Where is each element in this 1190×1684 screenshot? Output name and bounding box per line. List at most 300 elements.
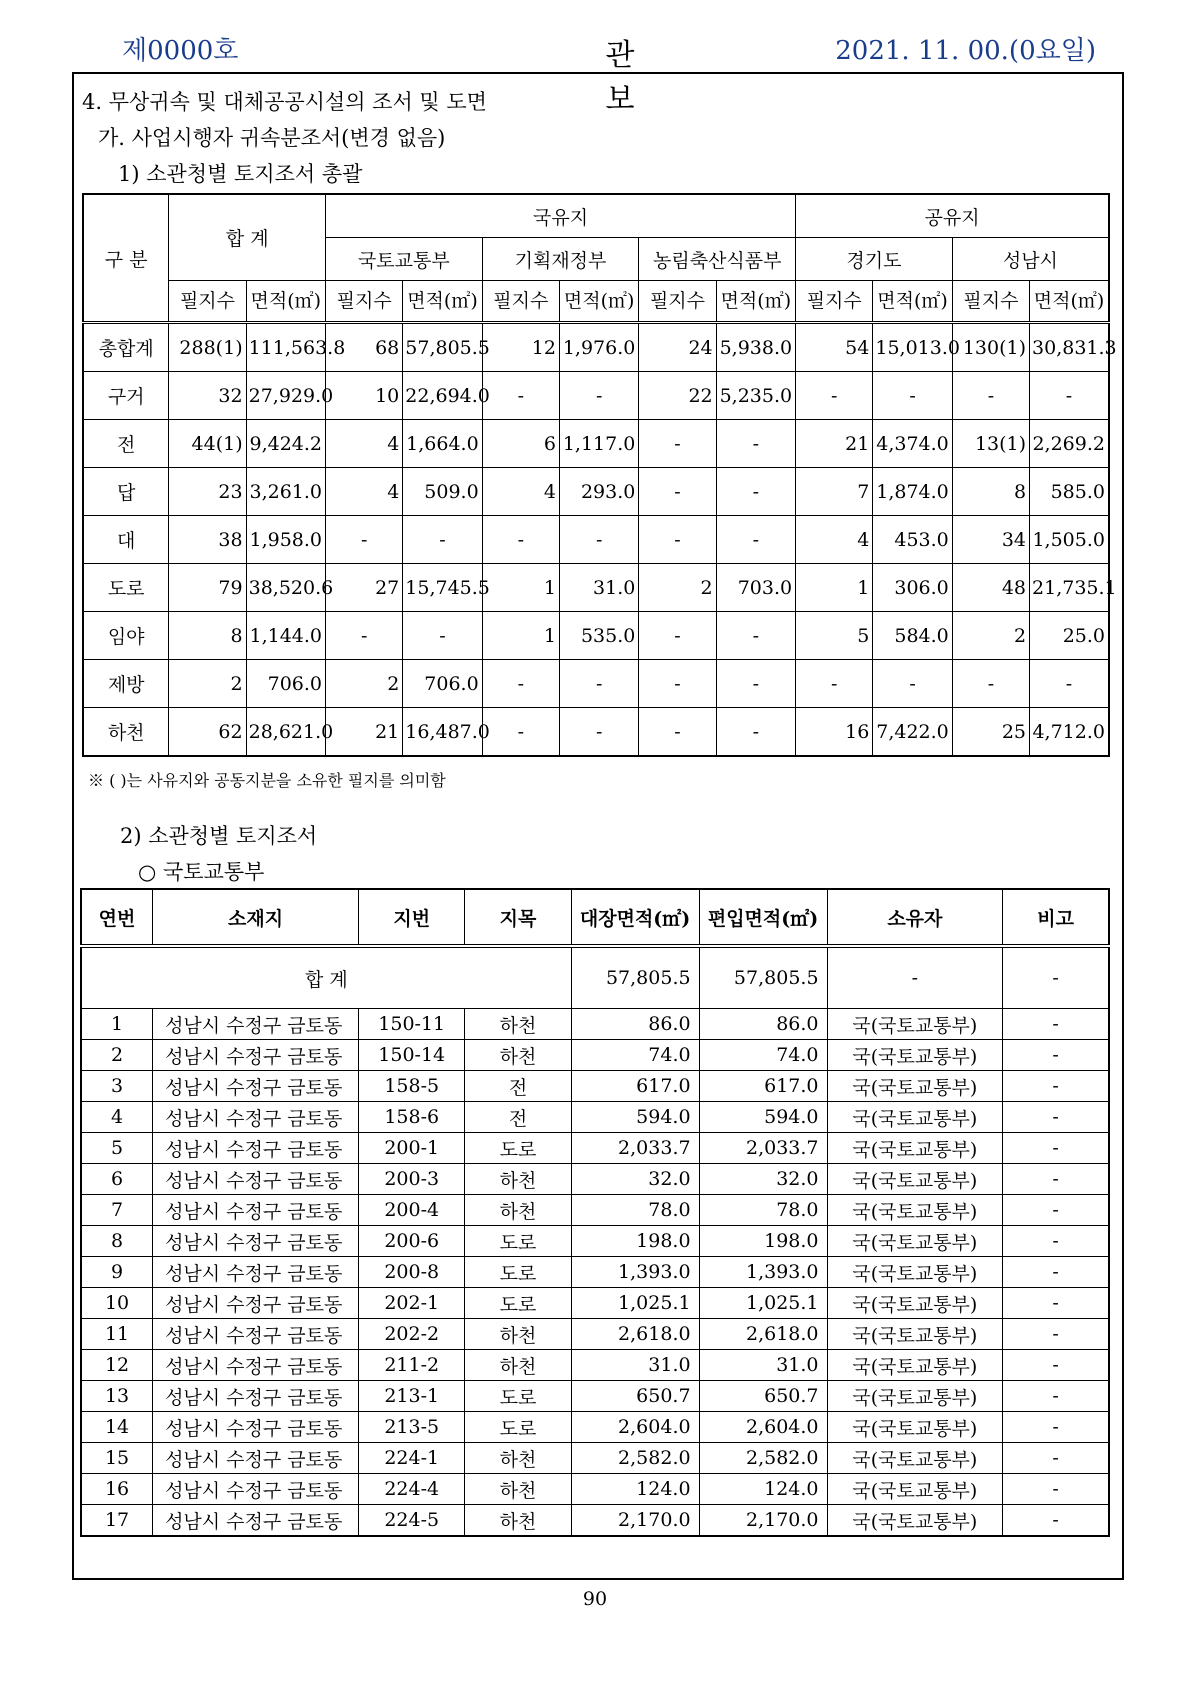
- table-cell: 국(국토교통부): [827, 1443, 1003, 1474]
- table-cell: 하천: [465, 1474, 571, 1505]
- summary-row: [83, 708, 1109, 757]
- summary-cell: 54: [796, 323, 873, 372]
- summary-cell: 28,621.0: [246, 708, 325, 757]
- summary-cell: -: [559, 372, 638, 420]
- table-cell: 국(국토교통부): [827, 1319, 1003, 1350]
- summary-cell: 38: [169, 516, 246, 564]
- summary-cell: -: [326, 612, 403, 660]
- summary-cell: 306.0: [873, 564, 952, 612]
- table-cell: 213-1: [359, 1381, 465, 1412]
- table-cell: -: [1003, 1474, 1109, 1505]
- table-cell: 성남시 수정구 금토동: [153, 1133, 359, 1164]
- table-cell: -: [1003, 1257, 1109, 1288]
- summary-table: [82, 193, 1117, 757]
- header-mafra: 농림축산식품부: [639, 238, 796, 281]
- header-mosf: 기획재정부: [482, 238, 639, 281]
- summary-cell: -: [482, 660, 559, 708]
- summary-cell: -: [952, 660, 1029, 708]
- summary-cell: 48: [952, 564, 1029, 612]
- summary-cell: -: [716, 420, 795, 468]
- table-cell: -: [1003, 1381, 1109, 1412]
- summary-cell: 57,805.5: [403, 323, 482, 372]
- table-cell: 200-3: [359, 1164, 465, 1195]
- row-category: 임야: [83, 612, 169, 660]
- section-heading: 4. 무상귀속 및 대체공공시설의 조서 및 도면: [82, 90, 487, 114]
- sum-cell: -: [1003, 946, 1109, 1009]
- table-cell: 9: [81, 1257, 153, 1288]
- summary-cell: -: [716, 612, 795, 660]
- summary-cell: 32: [169, 372, 246, 420]
- table-cell: 하천: [465, 1319, 571, 1350]
- summary-cell: 7: [796, 468, 873, 516]
- detail-header-cell: 편입면적(㎡): [699, 889, 827, 946]
- header-count: 필지수: [952, 281, 1029, 323]
- table-row: [81, 1071, 1109, 1102]
- summary-cell: 706.0: [403, 660, 482, 708]
- table-cell: 594.0: [699, 1102, 827, 1133]
- table-cell: 213-5: [359, 1412, 465, 1443]
- table-cell: 성남시 수정구 금토동: [153, 1288, 359, 1319]
- table-cell: 224-5: [359, 1505, 465, 1537]
- table-cell: 도로: [465, 1288, 571, 1319]
- table-cell: 200-8: [359, 1257, 465, 1288]
- summary-cell: 1,144.0: [246, 612, 325, 660]
- summary-cell: -: [639, 468, 716, 516]
- table-cell: 211-2: [359, 1350, 465, 1381]
- summary-cell: 7,422.0: [873, 708, 952, 757]
- table-cell: 국(국토교통부): [827, 1102, 1003, 1133]
- summary-cell: 8: [952, 468, 1029, 516]
- table-cell: 2,033.7: [571, 1133, 699, 1164]
- subsection-heading: 가. 사업시행자 귀속분조서(변경 없음): [98, 126, 446, 150]
- summary-cell: 12: [482, 323, 559, 372]
- table-cell: 150-11: [359, 1009, 465, 1040]
- header-area: 면적(㎡): [246, 281, 325, 323]
- table-cell: 200-6: [359, 1226, 465, 1257]
- table-cell: 4: [81, 1102, 153, 1133]
- table-cell: 198.0: [571, 1226, 699, 1257]
- table-cell: 86.0: [571, 1009, 699, 1040]
- summary-cell: 288(1): [169, 323, 246, 372]
- summary-cell: -: [639, 660, 716, 708]
- table-row: [81, 1319, 1109, 1350]
- summary-cell: 8: [169, 612, 246, 660]
- table-cell: 124.0: [571, 1474, 699, 1505]
- table-cell: 국(국토교통부): [827, 1505, 1003, 1537]
- agency-heading: ○ 국토교통부: [138, 860, 265, 884]
- table-cell: 전: [465, 1102, 571, 1133]
- table-row: [81, 1226, 1109, 1257]
- header-public-land: 공유지: [796, 194, 1109, 238]
- table-cell: 하천: [465, 1195, 571, 1226]
- table-cell: 하천: [465, 1040, 571, 1071]
- row-category: 답: [83, 468, 169, 516]
- table-cell: 성남시 수정구 금토동: [153, 1381, 359, 1412]
- table-cell: -: [1003, 1195, 1109, 1226]
- summary-cell: 27: [326, 564, 403, 612]
- detail-header-cell: 비고: [1003, 889, 1109, 946]
- summary-cell: 111,563.8: [246, 323, 325, 372]
- title-right-char: 보: [605, 82, 635, 117]
- header-count: 필지수: [326, 281, 403, 323]
- table-cell: 2,582.0: [571, 1443, 699, 1474]
- table-cell: 10: [81, 1288, 153, 1319]
- summary-cell: 2: [639, 564, 716, 612]
- table-cell: 8: [81, 1226, 153, 1257]
- title-left-char: 관: [605, 38, 635, 73]
- table-cell: 2,170.0: [699, 1505, 827, 1537]
- table-cell: 1,393.0: [571, 1257, 699, 1288]
- table-cell: 2,033.7: [699, 1133, 827, 1164]
- table-cell: 31.0: [699, 1350, 827, 1381]
- summary-cell: 31.0: [559, 564, 638, 612]
- sum-cell: 57,805.5: [571, 946, 699, 1009]
- table-cell: 150-14: [359, 1040, 465, 1071]
- detail-table: [80, 888, 1110, 1537]
- table-cell: 15: [81, 1443, 153, 1474]
- table-cell: 1,393.0: [699, 1257, 827, 1288]
- table-cell: 74.0: [699, 1040, 827, 1071]
- summary-cell: 13(1): [952, 420, 1029, 468]
- table-cell: 국(국토교통부): [827, 1133, 1003, 1164]
- table-cell: 성남시 수정구 금토동: [153, 1257, 359, 1288]
- summary-cell: -: [716, 468, 795, 516]
- summary-cell: 25.0: [1030, 612, 1109, 660]
- summary-cell: 4,712.0: [1030, 708, 1109, 757]
- table-cell: 성남시 수정구 금토동: [153, 1474, 359, 1505]
- table-cell: -: [1003, 1071, 1109, 1102]
- table-cell: 국(국토교통부): [827, 1040, 1003, 1071]
- summary-cell: -: [639, 612, 716, 660]
- table-cell: 13: [81, 1381, 153, 1412]
- table-cell: 국(국토교통부): [827, 1288, 1003, 1319]
- summary-cell: 293.0: [559, 468, 638, 516]
- table-cell: 158-5: [359, 1071, 465, 1102]
- detail-heading: 2) 소관청별 토지조서: [120, 824, 318, 848]
- summary-cell: -: [482, 372, 559, 420]
- table-cell: -: [1003, 1102, 1109, 1133]
- table-cell: 성남시 수정구 금토동: [153, 1040, 359, 1071]
- detail-header-cell: 소재지: [153, 889, 359, 946]
- table-cell: 1,025.1: [699, 1288, 827, 1319]
- table-row: [81, 1195, 1109, 1226]
- table-cell: 202-2: [359, 1319, 465, 1350]
- summary-row: [83, 660, 1109, 708]
- summary-cell: 4: [326, 468, 403, 516]
- table-cell: 성남시 수정구 금토동: [153, 1071, 359, 1102]
- table-cell: 11: [81, 1319, 153, 1350]
- table-row: [81, 1257, 1109, 1288]
- table-cell: 하천: [465, 1350, 571, 1381]
- table-cell: 국(국토교통부): [827, 1350, 1003, 1381]
- table-cell: 성남시 수정구 금토동: [153, 1350, 359, 1381]
- summary-cell: 6: [482, 420, 559, 468]
- table-cell: 86.0: [699, 1009, 827, 1040]
- table-cell: 성남시 수정구 금토동: [153, 1226, 359, 1257]
- summary-cell: 23: [169, 468, 246, 516]
- table-row: [81, 1288, 1109, 1319]
- table-cell: -: [1003, 1288, 1109, 1319]
- sum-label: 합 계: [81, 946, 571, 1009]
- table-cell: 158-6: [359, 1102, 465, 1133]
- table-cell: 5: [81, 1133, 153, 1164]
- table-cell: 하천: [465, 1505, 571, 1537]
- issue-number: 제0000호: [122, 36, 239, 66]
- summary-cell: -: [796, 660, 873, 708]
- summary-cell: 30,831.3: [1030, 323, 1109, 372]
- table-cell: -: [1003, 1443, 1109, 1474]
- summary-cell: 10: [326, 372, 403, 420]
- table-cell: 1: [81, 1009, 153, 1040]
- table-cell: 14: [81, 1412, 153, 1443]
- table-cell: -: [1003, 1350, 1109, 1381]
- table-cell: 성남시 수정구 금토동: [153, 1319, 359, 1350]
- summary-row: [83, 612, 1109, 660]
- summary-cell: 130(1): [952, 323, 1029, 372]
- table-row: [81, 1133, 1109, 1164]
- table-cell: 650.7: [571, 1381, 699, 1412]
- table-cell: 32.0: [571, 1164, 699, 1195]
- table-cell: 성남시 수정구 금토동: [153, 1505, 359, 1537]
- summary-cell: 16: [796, 708, 873, 757]
- table-cell: 3: [81, 1071, 153, 1102]
- table-cell: 국(국토교통부): [827, 1164, 1003, 1195]
- summary-cell: -: [873, 372, 952, 420]
- header-gyeonggi: 경기도: [796, 238, 953, 281]
- summary-cell: 585.0: [1030, 468, 1109, 516]
- table-cell: 국(국토교통부): [827, 1071, 1003, 1102]
- sum-cell: -: [827, 946, 1003, 1009]
- table-row: [81, 1350, 1109, 1381]
- summary-cell: 1,958.0: [246, 516, 325, 564]
- table-cell: 도로: [465, 1133, 571, 1164]
- summary-cell: 38,520.6: [246, 564, 325, 612]
- summary-cell: 3,261.0: [246, 468, 325, 516]
- summary-cell: 44(1): [169, 420, 246, 468]
- summary-row: [83, 564, 1109, 612]
- header-area: 면적(㎡): [873, 281, 952, 323]
- summary-cell: 2: [326, 660, 403, 708]
- header-total: 합 계: [169, 194, 326, 281]
- summary-cell: 1: [482, 564, 559, 612]
- summary-cell: -: [716, 708, 795, 757]
- summary-cell: -: [403, 516, 482, 564]
- summary-cell: 16,487.0: [403, 708, 482, 757]
- table-cell: 2,582.0: [699, 1443, 827, 1474]
- table-cell: 성남시 수정구 금토동: [153, 1009, 359, 1040]
- summary-cell: 703.0: [716, 564, 795, 612]
- summary-cell: 1,505.0: [1030, 516, 1109, 564]
- summary-cell: -: [482, 708, 559, 757]
- summary-cell: -: [716, 660, 795, 708]
- table-cell: 하천: [465, 1009, 571, 1040]
- summary-cell: 25: [952, 708, 1029, 757]
- table-cell: 국(국토교통부): [827, 1412, 1003, 1443]
- table-row: [81, 1164, 1109, 1195]
- summary-cell: -: [559, 708, 638, 757]
- table-row: [81, 1443, 1109, 1474]
- summary-cell: 34: [952, 516, 1029, 564]
- table-cell: 국(국토교통부): [827, 1381, 1003, 1412]
- table-cell: 12: [81, 1350, 153, 1381]
- table-cell: 국(국토교통부): [827, 1226, 1003, 1257]
- table-cell: 74.0: [571, 1040, 699, 1071]
- summary-cell: 2: [952, 612, 1029, 660]
- row-category: 제방: [83, 660, 169, 708]
- summary-cell: -: [639, 708, 716, 757]
- header-count: 필지수: [169, 281, 246, 323]
- table-cell: 224-4: [359, 1474, 465, 1505]
- table-cell: 650.7: [699, 1381, 827, 1412]
- summary-cell: 509.0: [403, 468, 482, 516]
- table-cell: 국(국토교통부): [827, 1474, 1003, 1505]
- table-cell: 2,604.0: [571, 1412, 699, 1443]
- table-cell: 202-1: [359, 1288, 465, 1319]
- table-cell: 198.0: [699, 1226, 827, 1257]
- table-cell: 124.0: [699, 1474, 827, 1505]
- summary-cell: -: [639, 420, 716, 468]
- table-cell: 하천: [465, 1443, 571, 1474]
- summary-cell: -: [482, 516, 559, 564]
- summary-cell: 2,269.2: [1030, 420, 1109, 468]
- table-cell: -: [1003, 1412, 1109, 1443]
- row-category: 구거: [83, 372, 169, 420]
- detail-header-cell: 연번: [81, 889, 153, 946]
- summary-cell: -: [559, 660, 638, 708]
- detail-header-row: [81, 889, 1109, 946]
- gazette-title: [520, 30, 720, 117]
- summary-cell: 1: [796, 564, 873, 612]
- table-cell: 617.0: [571, 1071, 699, 1102]
- table-cell: -: [1003, 1319, 1109, 1350]
- summary-cell: 4: [796, 516, 873, 564]
- summary-cell: 21: [326, 708, 403, 757]
- header-area: 면적(㎡): [403, 281, 482, 323]
- table-cell: 도로: [465, 1257, 571, 1288]
- summary-cell: -: [952, 372, 1029, 420]
- table-cell: -: [1003, 1226, 1109, 1257]
- table-row: [81, 1474, 1109, 1505]
- detail-header-cell: 지번: [359, 889, 465, 946]
- row-category: 대: [83, 516, 169, 564]
- table-cell: 도로: [465, 1381, 571, 1412]
- summary-cell: 1,874.0: [873, 468, 952, 516]
- summary-cell: -: [1030, 660, 1109, 708]
- summary-cell: 24: [639, 323, 716, 372]
- table-cell: -: [1003, 1133, 1109, 1164]
- row-category: 도로: [83, 564, 169, 612]
- table-cell: -: [1003, 1505, 1109, 1537]
- table-row: [81, 1102, 1109, 1133]
- summary-cell: 9,424.2: [246, 420, 325, 468]
- summary-cell: -: [639, 516, 716, 564]
- summary-row: [83, 420, 1109, 468]
- summary-row: [83, 372, 1109, 420]
- summary-cell: -: [873, 660, 952, 708]
- table-cell: 도로: [465, 1226, 571, 1257]
- summary-cell: 62: [169, 708, 246, 757]
- summary-cell: -: [559, 516, 638, 564]
- table-cell: 32.0: [699, 1164, 827, 1195]
- header-seongnam: 성남시: [952, 238, 1109, 281]
- summary-cell: 5,235.0: [716, 372, 795, 420]
- table-cell: 전: [465, 1071, 571, 1102]
- table-cell: 성남시 수정구 금토동: [153, 1164, 359, 1195]
- summary-cell: 68: [326, 323, 403, 372]
- summary-row: [83, 468, 1109, 516]
- summary-cell: 21: [796, 420, 873, 468]
- header-area: 면적(㎡): [559, 281, 638, 323]
- table-cell: 성남시 수정구 금토동: [153, 1195, 359, 1226]
- table-cell: 2,604.0: [699, 1412, 827, 1443]
- table-cell: -: [1003, 1009, 1109, 1040]
- page-number: 90: [582, 1588, 608, 1610]
- table-cell: 하천: [465, 1164, 571, 1195]
- summary-cell: 4,374.0: [873, 420, 952, 468]
- table-cell: 6: [81, 1164, 153, 1195]
- table-cell: 2,618.0: [571, 1319, 699, 1350]
- summary-cell: 21,735.1: [1030, 564, 1109, 612]
- table-row: [81, 1381, 1109, 1412]
- summary-cell: 1,976.0: [559, 323, 638, 372]
- row-category: 전: [83, 420, 169, 468]
- summary-cell: -: [403, 612, 482, 660]
- header-national-land: 국유지: [326, 194, 796, 238]
- detail-sum-row: [81, 946, 1109, 1009]
- table-cell: 7: [81, 1195, 153, 1226]
- table-cell: 617.0: [699, 1071, 827, 1102]
- table-cell: 2,170.0: [571, 1505, 699, 1537]
- row-category: 총합계: [83, 323, 169, 372]
- issue-date: 2021. 11. 00.(0요일): [835, 36, 1096, 66]
- table-cell: 성남시 수정구 금토동: [153, 1102, 359, 1133]
- summary-cell: 22,694.0: [403, 372, 482, 420]
- header-gubun: 구 분: [83, 194, 169, 323]
- table-cell: 국(국토교통부): [827, 1195, 1003, 1226]
- table-cell: 2,618.0: [699, 1319, 827, 1350]
- summary-cell: 4: [482, 468, 559, 516]
- summary-cell: 2: [169, 660, 246, 708]
- summary-cell: 15,013.0: [873, 323, 952, 372]
- table-row: [81, 1040, 1109, 1071]
- table-cell: 17: [81, 1505, 153, 1537]
- header-molit: 국토교통부: [326, 238, 483, 281]
- summary-cell: 5,938.0: [716, 323, 795, 372]
- summary-cell: 1: [482, 612, 559, 660]
- detail-header-cell: 대장면적(㎡): [571, 889, 699, 946]
- header-count: 필지수: [796, 281, 873, 323]
- table-cell: 국(국토교통부): [827, 1009, 1003, 1040]
- summary-cell: -: [716, 516, 795, 564]
- summary-cell: 1,117.0: [559, 420, 638, 468]
- summary-cell: 706.0: [246, 660, 325, 708]
- summary-cell: 535.0: [559, 612, 638, 660]
- table-cell: -: [1003, 1164, 1109, 1195]
- summary-cell: 584.0: [873, 612, 952, 660]
- summary-cell: 22: [639, 372, 716, 420]
- table-cell: 성남시 수정구 금토동: [153, 1412, 359, 1443]
- table-cell: 성남시 수정구 금토동: [153, 1443, 359, 1474]
- summary-cell: 4: [326, 420, 403, 468]
- header-area: 면적(㎡): [1030, 281, 1109, 323]
- summary-cell: 453.0: [873, 516, 952, 564]
- table-cell: 1,025.1: [571, 1288, 699, 1319]
- summary-cell: 1,664.0: [403, 420, 482, 468]
- summary-row: [83, 516, 1109, 564]
- detail-header-cell: 지목: [465, 889, 571, 946]
- row-category: 하천: [83, 708, 169, 757]
- table-row: [81, 1505, 1109, 1537]
